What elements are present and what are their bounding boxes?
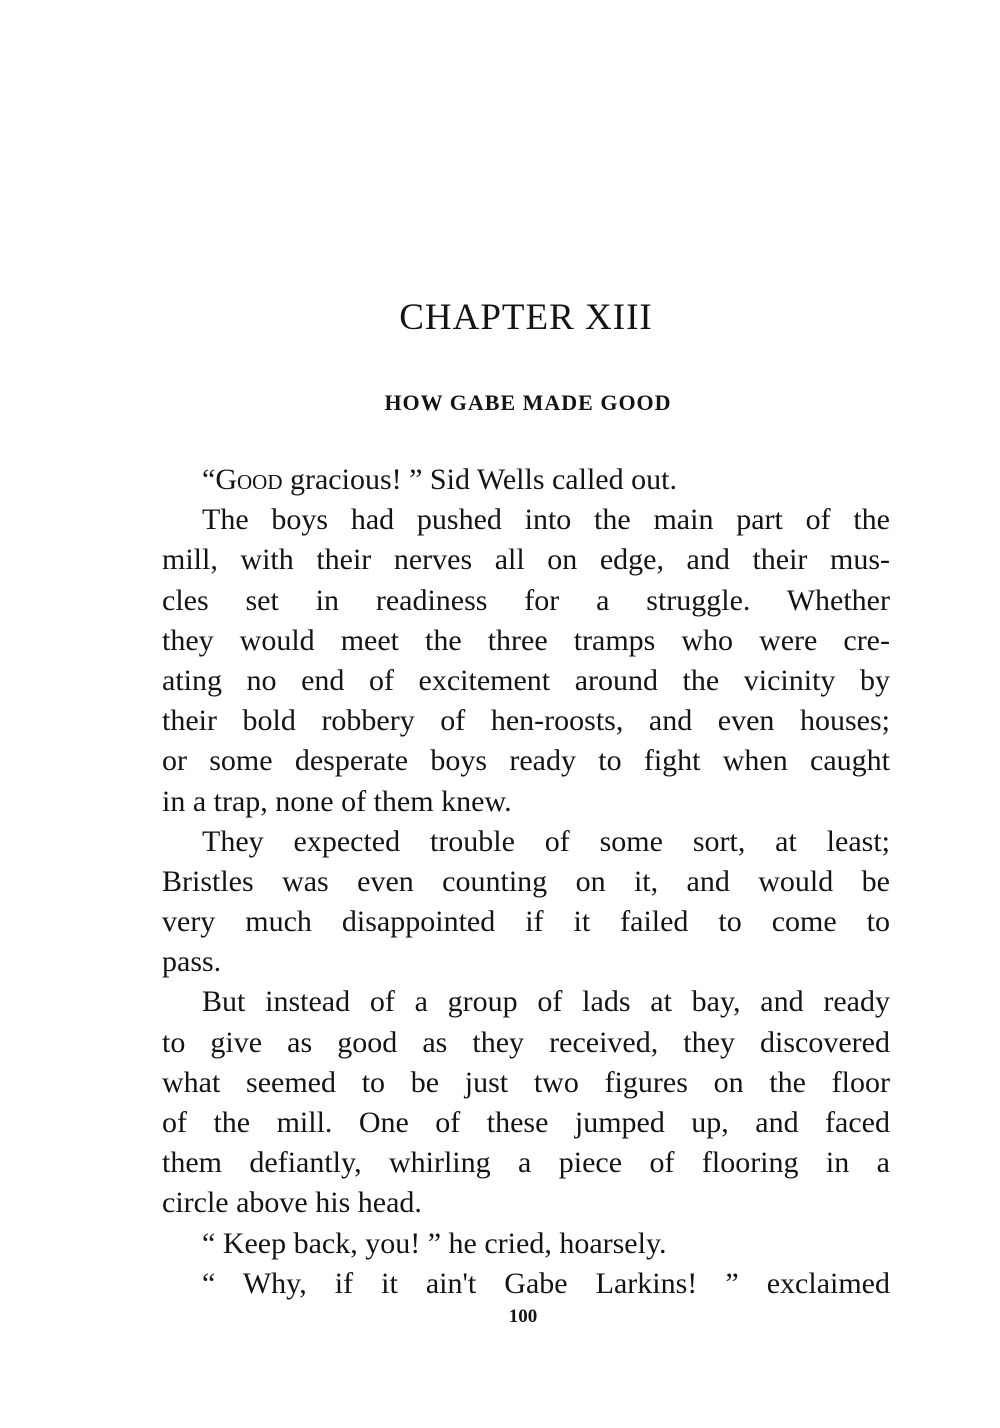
text-line: ating no end of excitement around the vicinity by <box>162 663 890 697</box>
text-line: what seemed to be just two figures on the floor <box>162 1065 890 1099</box>
body-text <box>162 460 890 1304</box>
text-line: “ Keep back, you! ” he cried, hoarsely. <box>202 1226 667 1260</box>
text-line: They expected trouble of some sort, at least; <box>202 824 890 858</box>
text-line: very much disappointed if it failed to come to <box>162 905 890 939</box>
text-line: mill, with their nerves all on edge, and their mus- <box>162 543 890 577</box>
text-line: But instead of a group of lads at bay, and ready <box>202 985 890 1019</box>
text-line: or some desperate boys ready to fight when caught <box>162 744 890 778</box>
opening-small-caps-word: Good <box>215 463 283 496</box>
opening-quote: “ <box>202 463 216 496</box>
text-line: to give as good as they received, they discovered <box>162 1025 890 1059</box>
text-line: their bold robbery of hen-roosts, and even houses; <box>162 704 890 738</box>
chapter-subtitle: HOW GABE MADE GOOD <box>384 390 672 415</box>
text-line: circle above his head. <box>162 1186 422 1220</box>
text-line-opening <box>162 460 890 500</box>
opening-rest: gracious! ” Sid Wells called out. <box>282 463 677 496</box>
chapter-title: CHAPTER XIII <box>399 297 653 338</box>
text-line: The boys had pushed into the main part of the <box>202 503 890 537</box>
text-line: Bristles was even counting on it, and would be <box>162 864 890 898</box>
text-line: of the mill. One of these jumped up, and faced <box>162 1106 890 1139</box>
page-number: 100 <box>508 1306 538 1327</box>
text-line: pass. <box>162 945 222 979</box>
text-line: them defiantly, whirling a piece of flooring in a <box>162 1146 890 1180</box>
text-line: cles set in readiness for a struggle. Whether <box>162 583 890 617</box>
text-line: in a trap, none of them knew. <box>162 784 512 818</box>
text-line: they would meet the three tramps who were cre- <box>162 623 890 657</box>
text-line: “ Why, if it ain't Gabe Larkins! ” exclaimed <box>202 1266 890 1300</box>
